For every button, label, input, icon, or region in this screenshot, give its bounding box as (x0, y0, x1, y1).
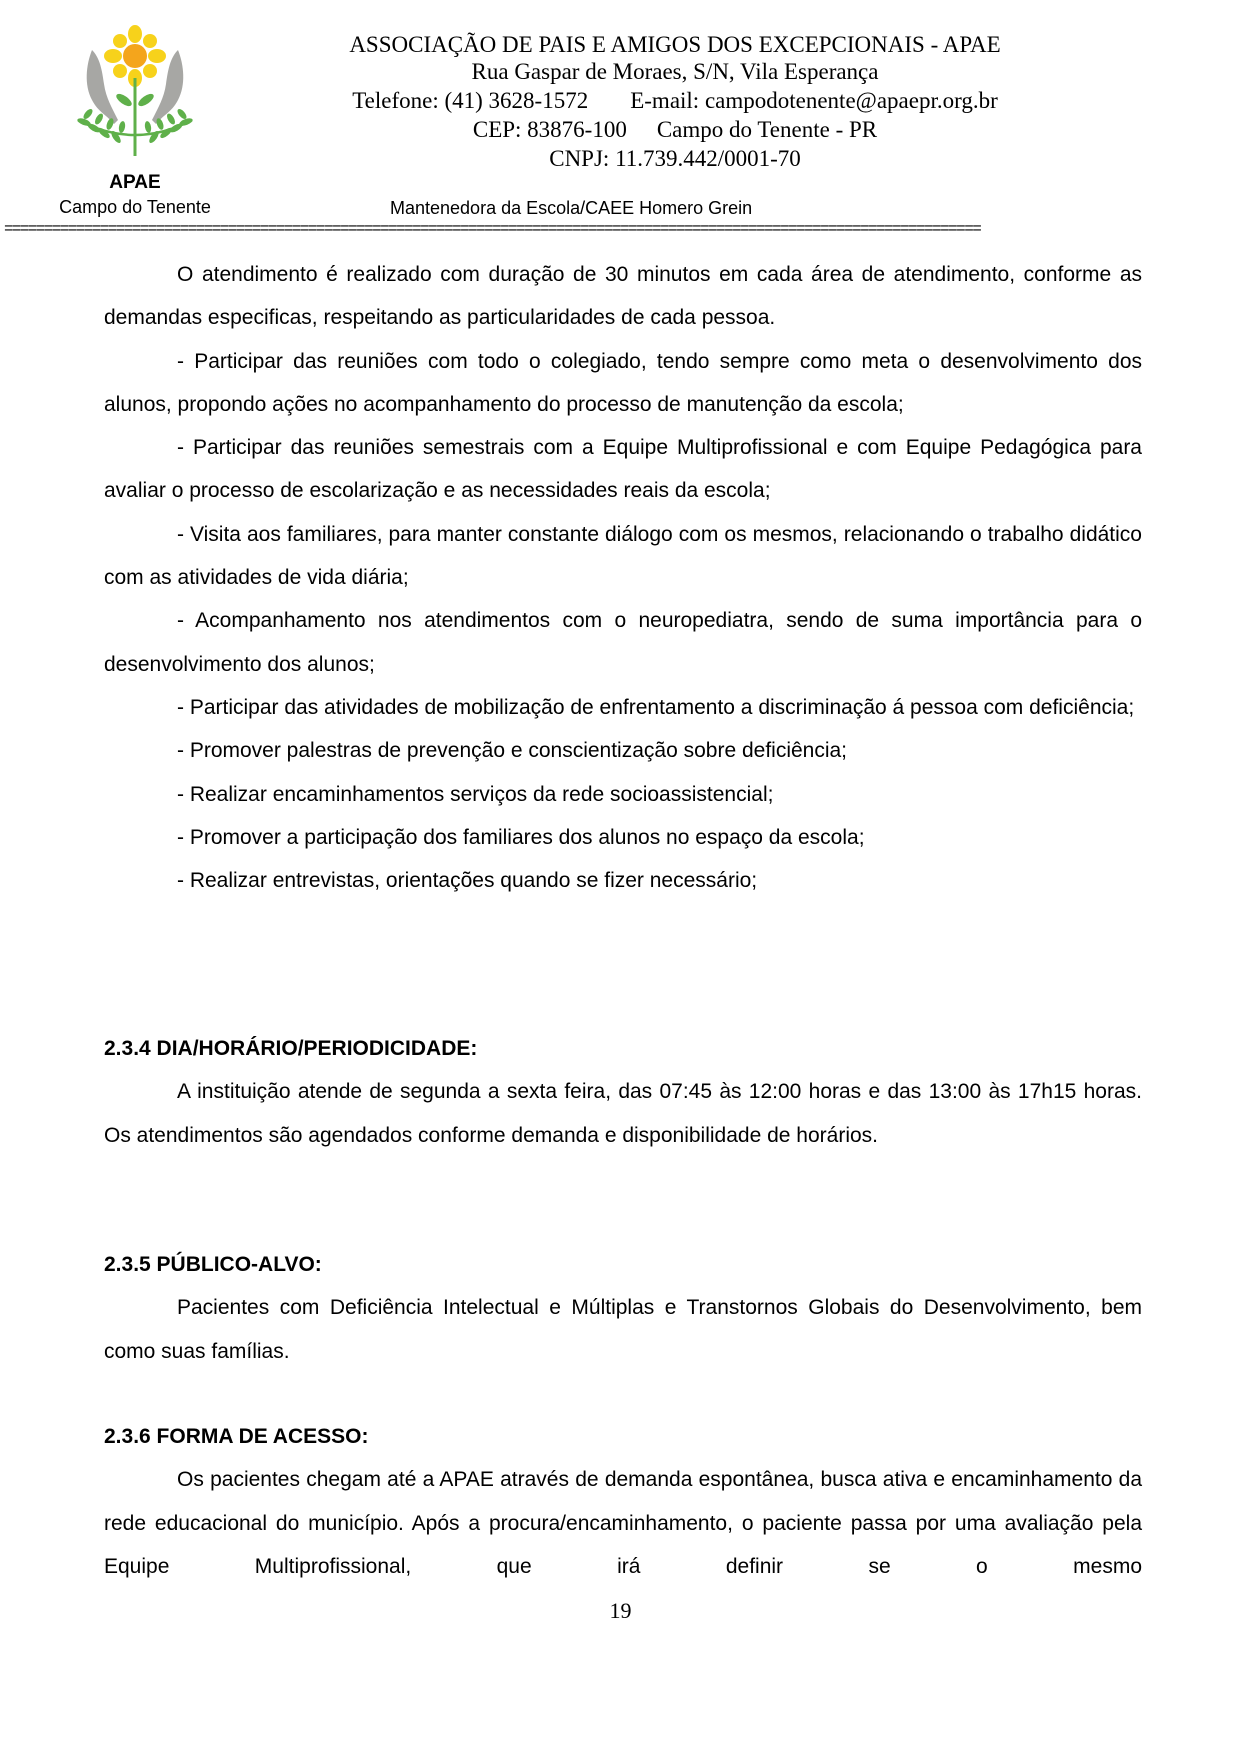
org-email: E-mail: campodotenente@apaepr.org.br (630, 88, 998, 113)
section-access (104, 1415, 1142, 1588)
activity-item: - Participar das atividades de mobilização de enfrentamento a discriminação á pessoa com deficiência; (177, 695, 1135, 719)
org-address: Rua Gaspar de Moraes, S/N, Vila Esperança (471, 59, 879, 84)
section-heading: 2.3.5 PÚBLICO-ALVO: (104, 1253, 322, 1276)
maintainer-line: Mantenedora da Escola/CAEE Homero Grein (390, 198, 753, 218)
section-heading: 2.3.4 DIA/HORÁRIO/PERIODICIDADE: (104, 1037, 478, 1060)
logo-title: APAE (109, 172, 161, 193)
logo-subtitle: Campo do Tenente (59, 197, 211, 217)
activity-item: - Visita aos familiares, para manter constante diálogo com os mesmos, relacionando o trabalho didático com as atividades de vida diária; (104, 522, 1142, 590)
section-text: A instituição atende de segunda a sexta feira, das 07:45 às 12:00 horas e das 13:00 às 17h15 horas. Os atendimentos são agendados conforme demanda e disponibilidade de horários. (104, 1080, 1142, 1147)
apae-logo-icon (72, 20, 198, 160)
org-city: Campo do Tenente - PR (656, 117, 878, 142)
activities-block (104, 253, 1142, 902)
activity-item: - Participar das reuniões semestrais com a Equipe Multiprofissional e com Equipe Pedagógica para avaliar o processo de escolarização e as necessidades reais da escola; (104, 436, 1142, 503)
header-separator: ========================================================================================================================== (4, 222, 981, 236)
contact-line (305, 87, 1045, 114)
section-schedule (104, 1027, 1142, 1157)
activity-item: - Promover palestras de prevenção e conscientização sobre deficiência; (177, 739, 848, 763)
section-heading: 2.3.6 FORMA DE ACESSO: (104, 1425, 369, 1448)
org-cep: CEP: 83876-100 (472, 117, 627, 142)
page-number: 19 (609, 1598, 632, 1623)
section-target-audience (104, 1243, 1142, 1373)
activity-item: - Promover a participação dos familiares dos alunos no espaço da escola; (177, 825, 865, 849)
org-cnpj: CNPJ: 11.739.442/0001-70 (549, 146, 801, 171)
intro-paragraph: O atendimento é realizado com duração de 30 minutos em cada área de atendimento, conforme as demandas especificas, respeitando as particularidades de cada pessoa. (104, 263, 1142, 330)
org-name: ASSOCIAÇÃO DE PAIS E AMIGOS DOS EXCEPCIONAIS - APAE (349, 32, 1001, 57)
activity-item: - Realizar encaminhamentos serviços da rede socioassistencial; (177, 782, 774, 806)
section-text: Os pacientes chegam até a APAE através de demanda espontânea, busca ativa e encaminhamento da rede educacional do município. Após a procura/encaminhamento, o paciente passa por uma avaliação pela Equipe Multiprofissional, que irá definir se o mesmo (104, 1468, 1142, 1578)
activity-item: - Realizar entrevistas, orientações quando se fizer necessário; (177, 869, 758, 893)
org-phone: Telefone: (41) 3628-1572 (352, 88, 589, 113)
activity-item: - Participar das reuniões com todo o colegiado, tendo sempre como meta o desenvolvimento dos alunos, propondo ações no acompanhamento do processo de manutenção da escola; (104, 349, 1142, 416)
location-line (305, 116, 1045, 143)
section-text: Pacientes com Deficiência Intelectual e Múltiplas e Transtornos Globais do Desenvolvimento, bem como suas famílias. (104, 1296, 1142, 1363)
activity-item: - Acompanhamento nos atendimentos com o neuropediatra, sendo de suma importância para o desenvolvimento dos alunos; (104, 609, 1142, 676)
